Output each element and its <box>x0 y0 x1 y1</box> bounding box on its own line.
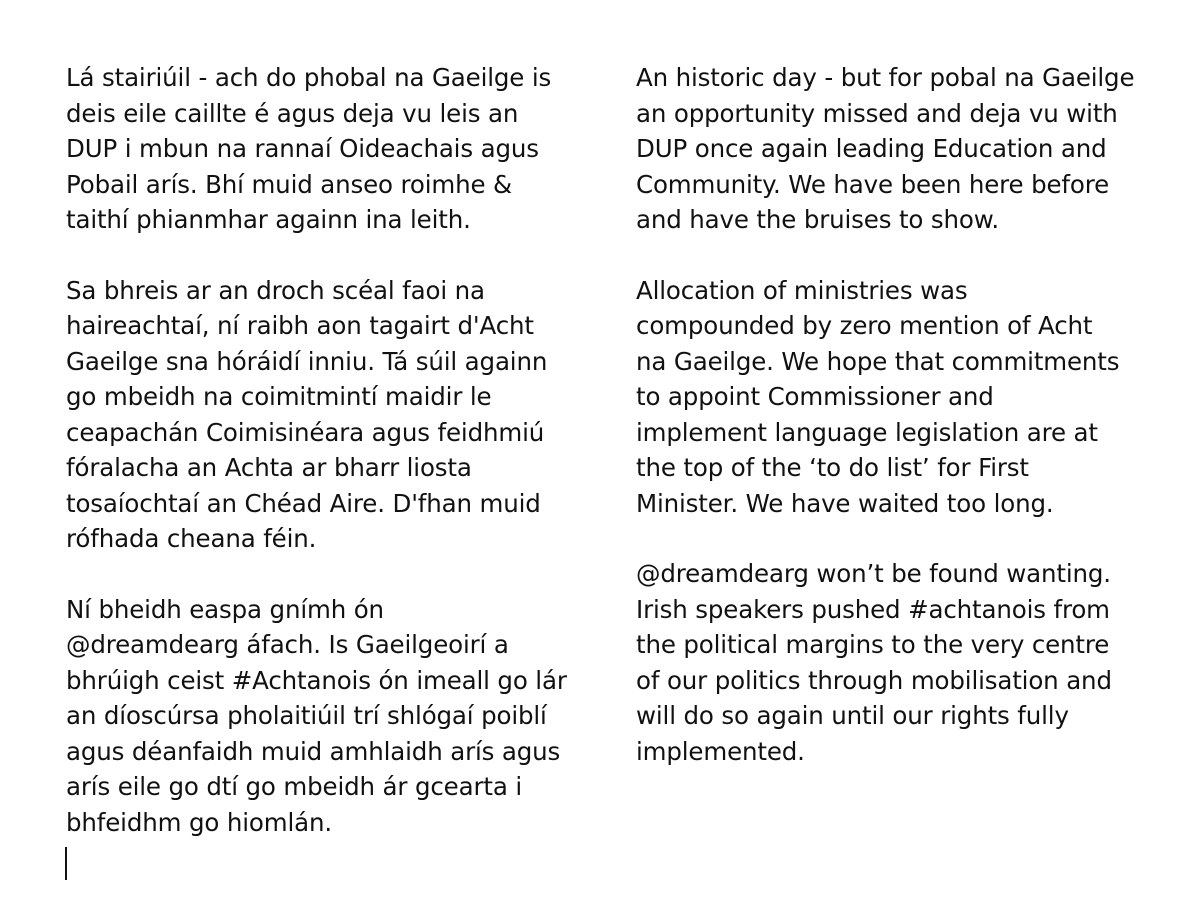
text-line: of our politics through mobilisation and <box>636 665 1112 695</box>
text-line: na Gaeilge. We hope that commitments <box>636 346 1120 376</box>
text-line: Sa bhreis ar an droch scéal faoi na <box>66 275 485 305</box>
text-line: Gaeilge sna hóráidí inniu. Tá súil againn <box>66 346 548 376</box>
text-line: ceapachán Coimisinéara agus feidhmiú <box>66 417 545 447</box>
text-line: and have the bruises to show. <box>636 205 1000 234</box>
text-line: Irish speakers pushed #achtanois from <box>636 594 1110 624</box>
text-line: an díoscúrsa pholaitiúil trí shlógaí poiblí <box>66 701 547 730</box>
english-paragraph-2 <box>636 273 1156 522</box>
text-line: rófhada cheana féin. <box>66 524 317 553</box>
text-line: Ní bheidh easpa gnímh ón <box>66 594 384 624</box>
text-line: @dreamdearg won’t be found wanting. <box>636 559 1111 588</box>
english-paragraph-3 <box>636 556 1156 769</box>
irish-text-column <box>66 60 586 875</box>
text-line: DUP once again leading Education and <box>636 134 1107 163</box>
text-line: An historic day - but for pobal na Gaeilge <box>636 63 1135 92</box>
text-line: @dreamdearg áfach. Is Gaeilgeoirí a <box>66 630 509 659</box>
text-line: will do so again until our rights fully <box>636 701 1069 730</box>
text-line: the top of the ‘to do list’ for First <box>636 453 1029 482</box>
text-line: implement language legislation are at <box>636 417 1098 447</box>
irish-paragraph-1 <box>66 60 586 238</box>
text-line: tosaíochtaí an Chéad Aire. D'fhan muid <box>66 488 541 518</box>
english-paragraph-1 <box>636 60 1156 238</box>
text-cursor[interactable] <box>65 847 67 880</box>
text-line: Allocation of ministries was <box>636 275 968 305</box>
text-line: DUP i mbun na rannaí Oideachais agus <box>66 134 539 163</box>
text-line: Minister. We have waited too long. <box>636 488 1054 518</box>
english-text-column <box>636 60 1156 804</box>
text-line: compounded by zero mention of Acht <box>636 311 1093 340</box>
text-line: Community. We have been here before <box>636 169 1110 199</box>
text-line: bhfeidhm go hiomlán. <box>66 807 332 837</box>
irish-paragraph-2 <box>66 273 586 557</box>
text-line: fóralacha an Achta ar bharr liosta <box>66 453 472 482</box>
text-line: taithí phianmhar againn ina leith. <box>66 205 471 234</box>
text-line: go mbeidh na coimitmintí maidir le <box>66 382 492 411</box>
text-line: implemented. <box>636 736 805 766</box>
irish-paragraph-3 <box>66 592 586 841</box>
text-line: the political margins to the very centre <box>636 630 1110 659</box>
text-line: arís eile go dtí go mbeidh ár gcearta i <box>66 772 522 801</box>
text-line: an opportunity missed and deja vu with <box>636 98 1118 128</box>
text-line: agus déanfaidh muid amhlaidh arís agus <box>66 736 561 766</box>
text-line: bhrúigh ceist #Achtanois ón imeall go lár <box>66 665 567 695</box>
text-line: haireachtaí, ní raibh aon tagairt d'Acht <box>66 311 534 340</box>
text-line: Pobail arís. Bhí muid anseo roimhe & <box>66 169 513 199</box>
text-line: to appoint Commissioner and <box>636 382 994 411</box>
text-line: Lá stairiúil - ach do phobal na Gaeilge is <box>66 63 552 92</box>
text-line: deis eile caillte é agus deja vu leis an <box>66 98 519 128</box>
